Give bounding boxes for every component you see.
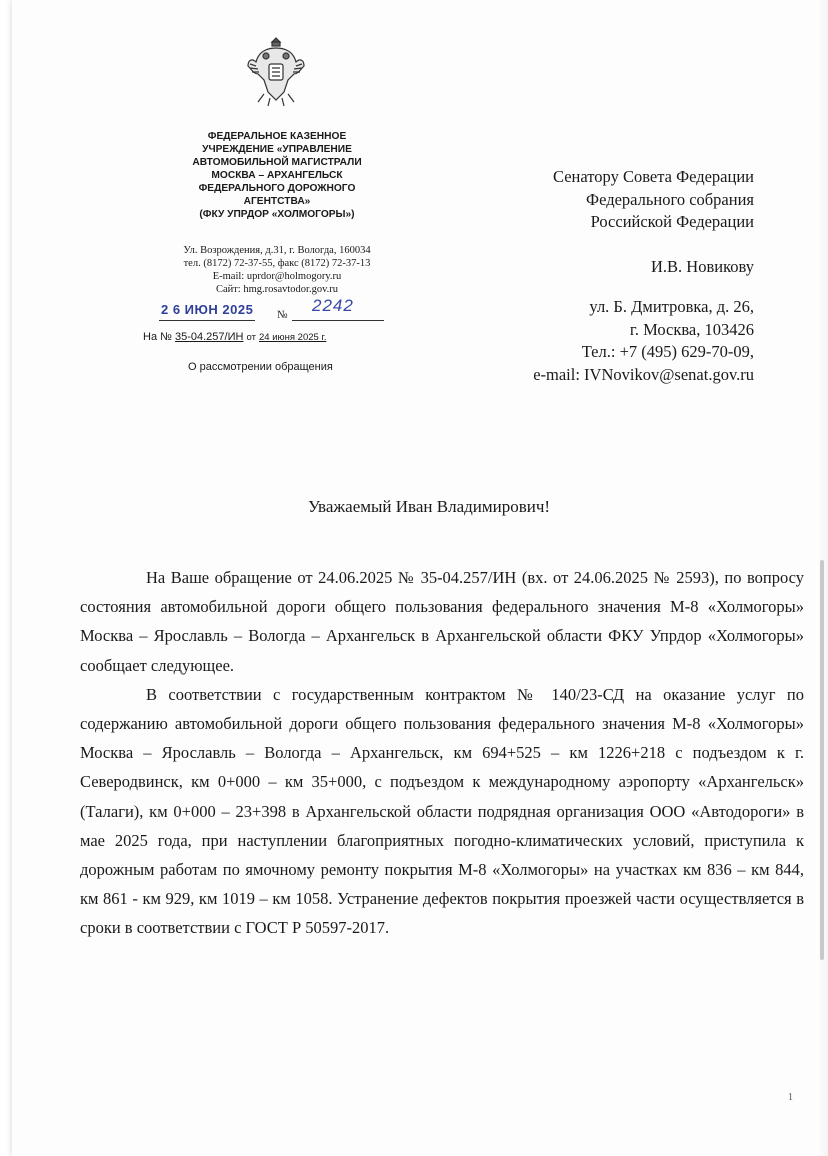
letter-body <box>80 563 804 943</box>
contact-email: E-mail: uprdor@holmogory.ru <box>212 271 342 282</box>
organization-contacts <box>132 244 422 296</box>
org-line: АВТОМОБИЛЬНОЙ МАГИСТРАЛИ <box>192 157 362 168</box>
addressee-phone: Тел.: +7 (495) 629-70-09, <box>581 342 754 361</box>
ref-prefix: На № <box>143 331 172 343</box>
organization-name <box>132 130 422 221</box>
ref-from: от <box>246 332 256 343</box>
addressee-block <box>434 166 754 386</box>
number-label: № <box>277 309 288 321</box>
handwritten-registration-number: 2242 <box>312 296 354 315</box>
reference-line <box>143 331 326 343</box>
org-line: УЧРЕЖДЕНИЕ «УПРАВЛЕНИЕ <box>202 144 352 155</box>
letter-subject: О рассмотрении обращения <box>188 361 333 373</box>
body-paragraph: В соответствии с государственным контрактом № 140/23-СД на оказание услуг по содержанию автомобильной дороги общего пользования федерального значения М-8 «Холмогоры» Москва – Ярославль – Вологда – Архангельск, км 694+525 – км 1226+218 с подъездом к г. Северодвинск, км 0+000 – км 35+000, с подъездом к международному аэропорту «Архангельск» (Талаги), км 0+000 – 23+398 в Архангельской области подрядная организация ООО «Автодороги» в мае 2025 года, при наступлении благоприятных погодно-климатических условий, приступила к дорожным работам по ямочному ремонту покрытия М-8 «Холмогоры» на участках км 836 – км 844, км 861 - км 929, км 1019 – км 1058. Устранение дефектов покрытия проезжей части осуществляется в сроки в соответствии с ГОСТ Р 50597-2017. <box>80 684 804 938</box>
page-number: 1 <box>788 1092 793 1103</box>
eagle-emblem-icon <box>244 34 308 108</box>
contact-website: Сайт: hmg.rosavtodor.gov.ru <box>215 284 339 295</box>
date-underline <box>159 320 255 321</box>
scrollbar[interactable] <box>820 560 824 960</box>
body-paragraph: На Ваше обращение от 24.06.2025 № 35-04.257/ИН (вх. от 24.06.2025 № 2593), по вопросу состояния автомобильной дороги общего пользования федерального значения М-8 «Холмогоры» Москва – Ярославль – Вологда – Архангельск в Архангельской области ФКУ Упрдор «Холмогоры» сообщает следующее. <box>80 568 804 675</box>
addressee-title: Федерального собрания <box>586 189 754 209</box>
number-underline <box>292 320 384 321</box>
salutation: Уважаемый Иван Владимирович! <box>307 497 551 516</box>
org-line: АГЕНТСТВА» <box>243 196 311 207</box>
ref-date: 24 июня 2025 г. <box>259 332 327 343</box>
contact-phone: тел. (8172) 72-37-55, факс (8172) 72-37-13 <box>183 258 371 269</box>
addressee-email: e-mail: IVNovikov@senat.gov.ru <box>533 364 754 384</box>
letter-page <box>12 0 816 1156</box>
org-line: МОСКВА – АРХАНГЕЛЬСК <box>211 170 343 181</box>
registration-date-stamp: 2 6 ИЮН 2025 <box>161 302 254 317</box>
addressee-title: Сенатору Совета Федерации <box>553 167 754 186</box>
org-line: (ФКУ УПРДОР «ХОЛМОГОРЫ») <box>199 209 355 220</box>
ref-number: 35-04.257/ИН <box>174 331 244 343</box>
addressee-street: ул. Б. Дмитровка, д. 26, <box>589 297 754 316</box>
addressee-name: И.В. Новикову <box>651 256 754 276</box>
contact-address: Ул. Возрождения, д.31, г. Вологда, 160034 <box>183 245 371 256</box>
org-line: ФЕДЕРАЛЬНОЕ КАЗЕННОЕ <box>207 131 347 142</box>
addressee-title: Российской Федерации <box>590 212 754 231</box>
org-line: ФЕДЕРАЛЬНОГО ДОРОЖНОГО <box>198 183 356 194</box>
addressee-city: г. Москва, 103426 <box>629 319 754 339</box>
